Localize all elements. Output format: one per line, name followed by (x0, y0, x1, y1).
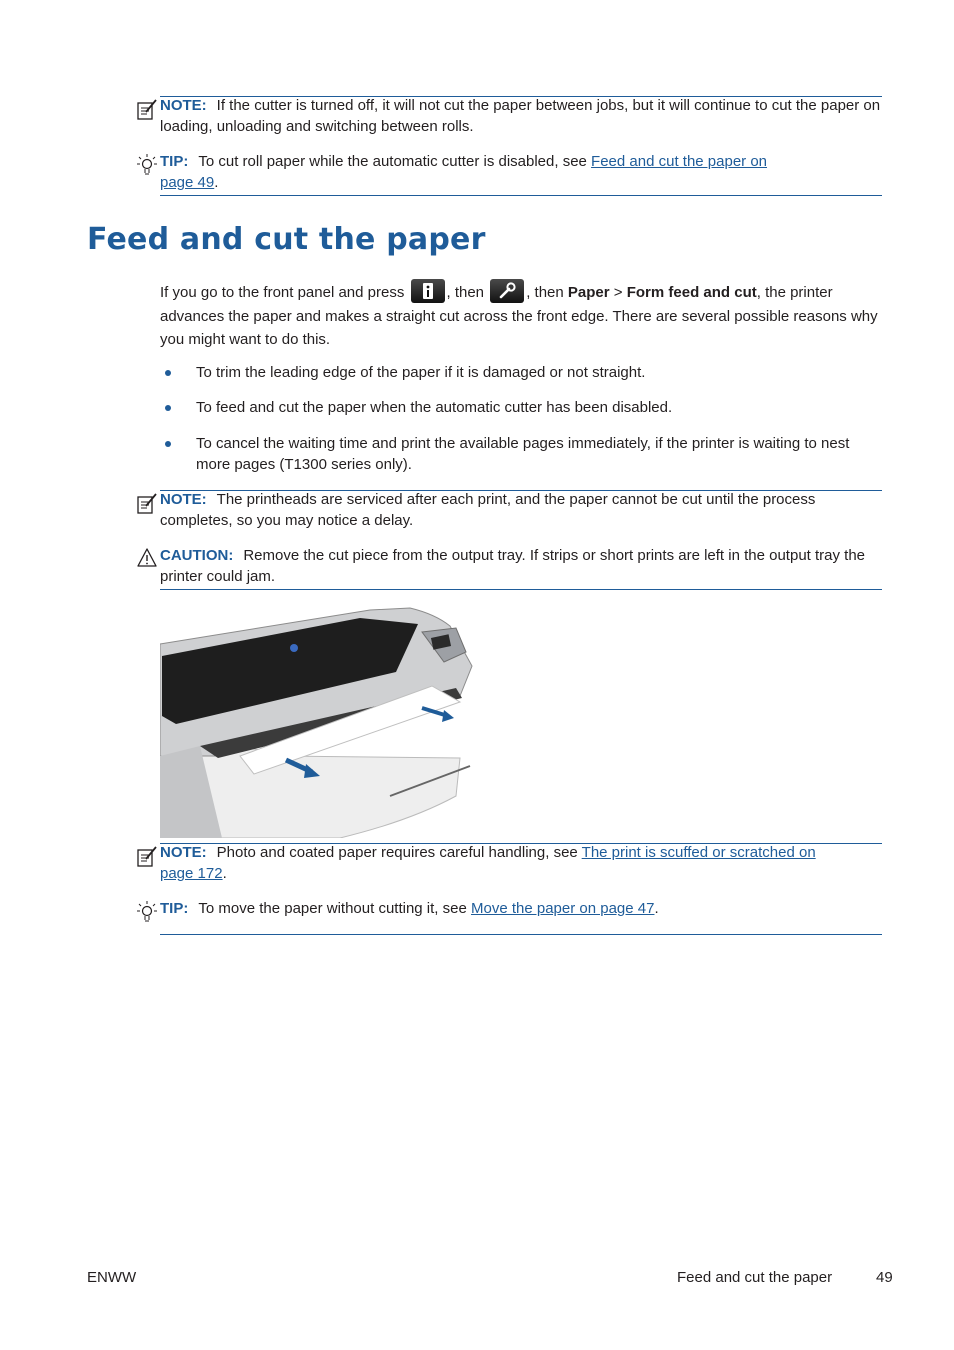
menu-form-feed-and-cut: Form feed and cut (626, 284, 757, 301)
tip2-bottom-rule (160, 934, 882, 935)
note-printheads (160, 489, 882, 531)
note-label: NOTE: (160, 97, 207, 114)
caution-cut-piece (160, 545, 882, 587)
tip-label: TIP: (160, 153, 189, 170)
bullet-icon (165, 441, 171, 447)
warning-icon (136, 546, 158, 570)
footer-locale: ENWW (87, 1269, 137, 1286)
note-icon (136, 98, 158, 122)
link-move-paper[interactable]: Move the paper on page 47 (471, 900, 655, 917)
intro-text-3: , then (526, 284, 568, 301)
list-item (160, 397, 882, 418)
footer-page-number: 49 (876, 1269, 893, 1286)
link-feed-and-cut[interactable]: Feed and cut the paper on page 49 (160, 153, 768, 191)
page-heading: Feed and cut the paper (87, 222, 486, 257)
note-label: NOTE: (160, 491, 207, 508)
link-print-scuffed[interactable]: The print is scuffed or scratched on page 172 (160, 844, 816, 882)
menu-separator: > (609, 284, 627, 301)
caution-label: CAUTION: (160, 547, 234, 564)
list-item (160, 362, 882, 383)
note-text-end: . (222, 865, 227, 882)
note-cutter-off (160, 95, 882, 137)
note-label: NOTE: (160, 844, 207, 861)
reasons-list (160, 362, 882, 475)
list-item (160, 433, 882, 475)
tip-move-paper (160, 898, 882, 919)
intro-paragraph (160, 281, 882, 351)
tip-bottom-rule (160, 195, 882, 196)
intro-text-4: , the printer advances the paper and makes a straight cut across the front edge. There are several possible reasons why you might want to do this. (160, 284, 878, 349)
note-text: The printheads are serviced after each print, and the paper cannot be cut until the process completes, so you may notice a delay. (160, 491, 816, 529)
footer-section-title: Feed and cut the paper (677, 1269, 833, 1286)
caution-text: Remove the cut piece from the output tray. If strips or short prints are left in the output tray the printer could jam. (160, 547, 866, 585)
tip-cut-roll (160, 151, 790, 193)
wrench-button-icon (490, 279, 524, 303)
list-item-text: To trim the leading edge of the paper if it is damaged or not straight. (196, 364, 646, 381)
intro-text-2: , then (446, 284, 489, 301)
tip-text: To cut roll paper while the automatic cutter is disabled, see (198, 153, 592, 170)
lightbulb-icon (136, 900, 158, 924)
bullet-icon (165, 370, 171, 376)
note-text: If the cutter is turned off, it will not cut the paper between jobs, but it will continue to cut the paper on loading, unloading and switching between rolls. (160, 97, 881, 135)
tip-text: To move the paper without cutting it, see (198, 900, 471, 917)
caution-bottom-rule (160, 589, 882, 590)
tip-label: TIP: (160, 900, 189, 917)
lightbulb-icon (136, 153, 158, 177)
list-item-text: To feed and cut the paper when the automatic cutter has been disabled. (196, 399, 673, 416)
list-item-text: To cancel the waiting time and print the available pages immediately, if the printer is waiting to nest more pages (T1300 series only). (196, 435, 850, 473)
menu-paper: Paper (567, 284, 610, 301)
tip-text-end: . (654, 900, 659, 917)
bullet-icon (165, 405, 171, 411)
note-icon (136, 845, 158, 869)
note-text: Photo and coated paper requires careful handling, see (216, 844, 582, 861)
note-icon (136, 492, 158, 516)
note-photo-paper (160, 842, 840, 884)
tip-text-end: . (214, 174, 219, 191)
info-button-icon (411, 279, 445, 303)
intro-text-1: If you go to the front panel and press (160, 284, 409, 301)
printer-illustration (160, 606, 478, 838)
